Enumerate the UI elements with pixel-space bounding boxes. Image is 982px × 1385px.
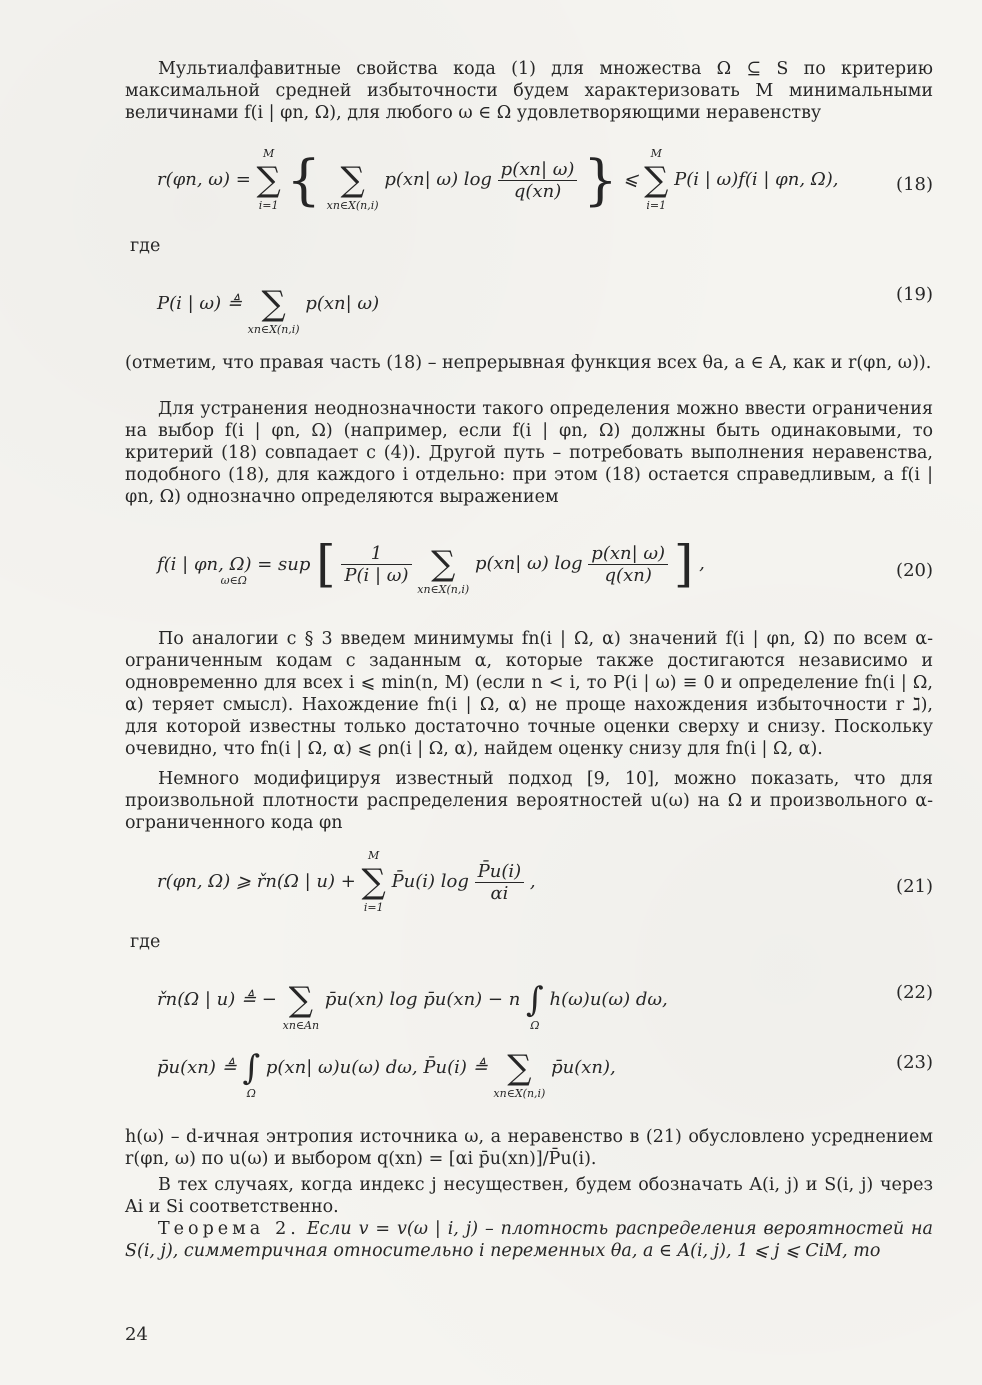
theorem-heading: Теорема 2.: [158, 1219, 300, 1239]
eq19-rhs: p(xn| ω): [305, 293, 380, 314]
paragraph-notation: В тех случаях, когда индекс j несуществен, будем обозначать A(i, j) и S(i, j) через Ai и Si соответственно.: [125, 1175, 933, 1217]
eq20-mid: p(xn| ω) log: [474, 553, 583, 574]
eq23-rhs: p̄u(xn),: [551, 1057, 616, 1078]
sum-symbol: ∑: [261, 284, 286, 324]
eq22-rhs: h(ω)u(ω) dω,: [549, 989, 668, 1010]
theorem-2: [125, 1218, 933, 1262]
paragraph-7: [125, 1174, 933, 1218]
eq22-integral: ∫ Ω: [526, 980, 544, 1032]
sum-symbol: ∑: [507, 1048, 532, 1088]
eq21-fraction: $\frac{P̄u(i)}{\alpha i}$: [475, 861, 525, 904]
right-brace: }: [583, 148, 618, 212]
eq23-integral: ∫ Ω: [242, 1048, 261, 1100]
paragraph-6: [125, 1126, 933, 1170]
equation-20: f(i | φn, Ω) = sup ω∈Ω [ $\frac{1}{P(i | \omega)}$ ∑ xn∈X(n,i) p(xn| ω) log $\frac{p(xn| \omega)}{q(xn)}$ ] , (20): [125, 532, 933, 612]
equation-number: (18): [896, 174, 933, 195]
eq22-mid: p̄u(xn) log p̄u(xn) − n: [324, 989, 521, 1010]
left-brace: {: [286, 148, 321, 212]
eq19-sum: ∑ xn∈X(n,i): [247, 284, 300, 336]
eq19-lhs: P(i | ω) ≜: [157, 293, 242, 314]
eq18-fraction: $\frac{p(xn| \omega)}{q(xn)}$: [498, 159, 578, 202]
equation-number: (19): [896, 284, 933, 305]
sum-symbol: ∑: [288, 980, 313, 1020]
paragraph-5: [125, 768, 933, 834]
paragraph-1: [125, 58, 933, 124]
paragraph-4: [125, 628, 933, 760]
eq18-lhs: r(φn, ω) =: [157, 169, 251, 190]
equation-number: (20): [896, 560, 933, 581]
equation-18: [125, 148, 933, 228]
eq23-lhs: p̄u(xn) ≜: [157, 1057, 237, 1078]
eq20-sum: ∑ xn∈X(n,i): [417, 544, 470, 596]
sum-symbol: ∑: [431, 544, 456, 584]
eq20-fraction-2: $\frac{p(xn| \omega)}{q(xn)}$: [588, 543, 668, 586]
eq18-relation: ⩽: [623, 169, 639, 190]
eq18-sum: M ∑ i=1: [256, 147, 281, 212]
eq18-rhs-sum: M ∑ i=1: [644, 147, 669, 212]
eq22-lhs: řn(Ω | u) ≜ −: [157, 989, 277, 1010]
eq23-mid: p(xn| ω)u(ω) dω, P̄u(i) ≜: [265, 1057, 488, 1078]
eq18-inner: p(xn| ω) log: [384, 169, 492, 190]
paragraph-intro: Мультиалфавитные свойства кода (1) для множества Ω ⊆ S по критерию максимальной средней избыточности будем характеризовать M минимальными величинами f(i | φn, Ω), для любого ω ∈ Ω удовлетворяющими неравенству: [125, 59, 933, 123]
sum-symbol: ∑: [340, 160, 365, 200]
eq21-sum: M ∑ i=1: [361, 849, 386, 914]
paragraph-analogy: По аналогии с § 3 введем минимумы fn(i | Ω, α) значений f(i | φn, Ω) по всем α-ограниченным кодам с заданным α, которые также достигаются независимо и одновременно для всех i ⩽ min(n, M) (если n < i, то P(i | ω) ≡ 0 и определение fn(i | Ω, α) теряет смысл). Нахождение fn(i | Ω, α) не проще нахождения избыточности r ℷ), для которой известны только достаточно точные оценки сверху и снизу. Поскольку очевидно, что fn(i | Ω, α) ⩽ ρn(i | Ω, α), найдем оценку снизу для fn(i | Ω, α).: [125, 629, 933, 759]
equation-number: (21): [896, 876, 933, 897]
integral-symbol: ∫: [526, 980, 544, 1020]
where-label: где: [130, 236, 161, 256]
equation-number: (22): [896, 982, 933, 1003]
eq21-lhs: r(φn, Ω) ⩾ řn(Ω | u) +: [157, 871, 356, 892]
eq23-sum: ∑ xn∈X(n,i): [493, 1048, 546, 1100]
where-label: где: [130, 932, 161, 952]
sum-symbol: ∑: [361, 862, 386, 902]
eq20-fraction-1: $\frac{1}{P(i | \omega)}$: [341, 543, 411, 586]
paragraph-approach: Немного модифицируя известный подход [9, 10], можно показать, что для произвольной плотности распределения вероятностей u(ω) на Ω и произвольного α-ограниченного кода φn: [125, 769, 933, 833]
integral-symbol: ∫: [242, 1048, 261, 1088]
left-bracket: [: [316, 535, 336, 593]
paragraph-entropy: h(ω) – d-ичная энтропия источника ω, а неравенство в (21) обусловлено усреднением r(φn, ω) по u(ω) и выбором q(xn) = [αi p̄u(xn)]/P̄u(i).: [125, 1127, 933, 1169]
eq22-sum: ∑ xn∈An: [282, 980, 320, 1032]
equation-21: r(φn, Ω) ⩾ řn(Ω | u) + M ∑ i=1 P̄u(i) log $\frac{P̄u(i)}{\alpha i}$ , (21): [157, 849, 933, 914]
right-bracket: ]: [673, 535, 694, 593]
paragraph-2: [125, 352, 933, 374]
equation-19: [125, 272, 933, 336]
equation-22: [125, 968, 933, 1030]
eq21-mid: P̄u(i) log: [391, 871, 469, 892]
theorem-statement: Если v = v(ω | i, j) – плотность распределения вероятностей на S(i, j), симметричная относительно i переменных θa, a ∈ A(i, j), 1 ⩽ j ⩽ CiM, то: [125, 1219, 933, 1261]
paragraph-ambiguity: Для устранения неоднозначности такого определения можно ввести ограничения на выбор f(i | φn, Ω) (например, если f(i | φn, Ω) должны быть одинаковыми, то критерий (18) совпадает с (4)). Другой путь – потребовать выполнения неравенства, подобного (18), для каждого i отдельно: при этом (18) остается справедливым, а f(i | φn, Ω) однозначно определяются выражением: [125, 399, 933, 507]
sum-symbol: ∑: [256, 160, 281, 200]
paragraph-remark: (отметим, что правая часть (18) – непрерывная функция всех θa, a ∈ A, как и r(φn, ω)).: [125, 353, 932, 373]
paragraph-3: [125, 398, 933, 508]
eq20-sup: f(i | φn, Ω) = sup ω∈Ω: [157, 553, 311, 587]
equation-number: (23): [896, 1052, 933, 1073]
sum-symbol: ∑: [644, 160, 669, 200]
equation-23: [125, 1036, 933, 1100]
eq18-rhs: P(i | ω)f(i | φn, Ω),: [674, 169, 839, 190]
page-number: 24: [125, 1324, 148, 1345]
eq18-inner-sum: ∑ xn∈X(n,i): [326, 160, 379, 212]
